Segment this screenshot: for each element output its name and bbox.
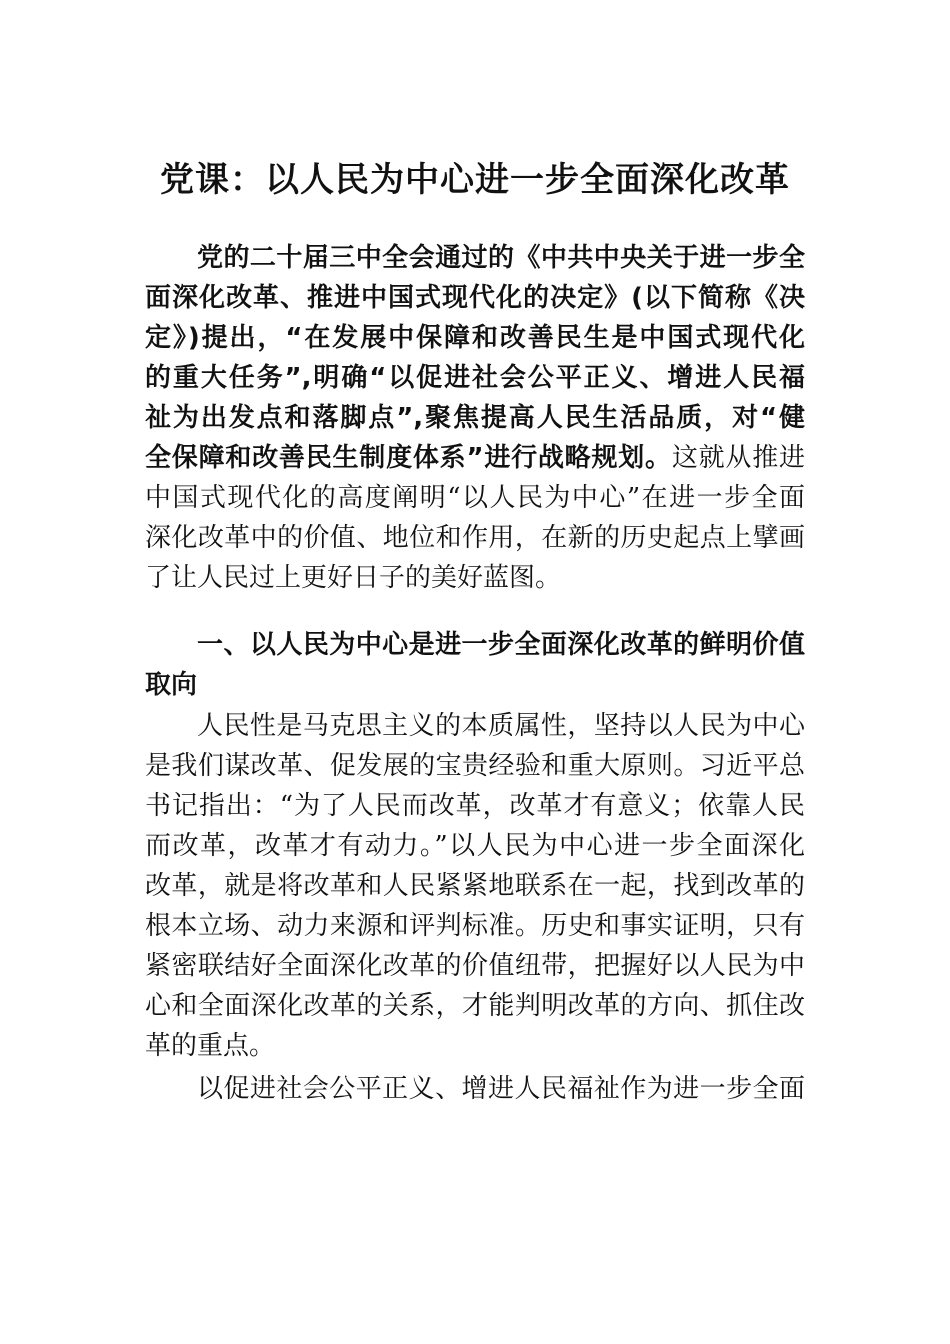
heading-line: 一、以人民为中心是进一步全面深化改革的鲜明价值 — [197, 630, 805, 660]
text-line: 革的重点。 — [145, 1031, 276, 1061]
text-line: 以促进社会公平正义、增进人民福祉作为进一步全面 — [197, 1074, 805, 1104]
bold-segment: 全保障和改善民生制度体系”进行战略规划。 — [145, 443, 672, 473]
page-title: 党课：以人民为中心进一步全面深化改革 — [160, 160, 790, 200]
text-line: 的重大任务”,明确“以促进社会公平正义、增进人民福 — [145, 363, 805, 393]
text-line: 祉为出发点和落脚点”,聚焦提高人民生活品质，对“健 — [145, 403, 805, 433]
text-line: 面深化改革、推进中国式现代化的决定》(以下简称《决 — [145, 283, 805, 313]
text-line: 中国式现代化的高度阐明“以人民为中心”在进一步全面 — [145, 483, 805, 513]
section-heading — [145, 625, 805, 705]
text-line: 心和全面深化改革的关系，才能判明改革的方向、抓住改 — [145, 991, 805, 1021]
paragraph-body — [145, 706, 805, 1066]
text-line: 人民性是马克思主义的本质属性，坚持以人民为中心 — [197, 711, 805, 741]
text-line: 深化改革中的价值、地位和作用，在新的历史起点上擘画 — [145, 523, 805, 553]
text-line: 党的二十届三中全会通过的《中共中央关于进一步全 — [197, 243, 805, 273]
text-line: 书记指出：“为了人民而改革，改革才有意义；依靠人民 — [145, 791, 805, 821]
paragraph-body — [145, 1069, 805, 1109]
text-line-mixed — [145, 438, 805, 478]
paragraph-intro — [145, 238, 805, 598]
text-line: 改革，就是将改革和人民紧紧地联系在一起，找到改革的 — [145, 871, 805, 901]
heading-line: 取向 — [145, 670, 198, 700]
text-line: 定》)提出，“在发展中保障和改善民生是中国式现代化 — [145, 323, 805, 353]
text-line: 是我们谋改革、促发展的宝贵经验和重大原则。习近平总 — [145, 751, 805, 781]
text-line: 了让人民过上更好日子的美好蓝图。 — [145, 563, 562, 593]
text-line: 紧密联结好全面深化改革的价值纽带，把握好以人民为中 — [145, 951, 805, 981]
text-line: 根本立场、动力来源和评判标准。历史和事实证明，只有 — [145, 911, 805, 941]
regular-segment: 这就从推进 — [671, 443, 805, 473]
text-line: 而改革，改革才有动力。”以人民为中心进一步全面深化 — [145, 831, 805, 861]
